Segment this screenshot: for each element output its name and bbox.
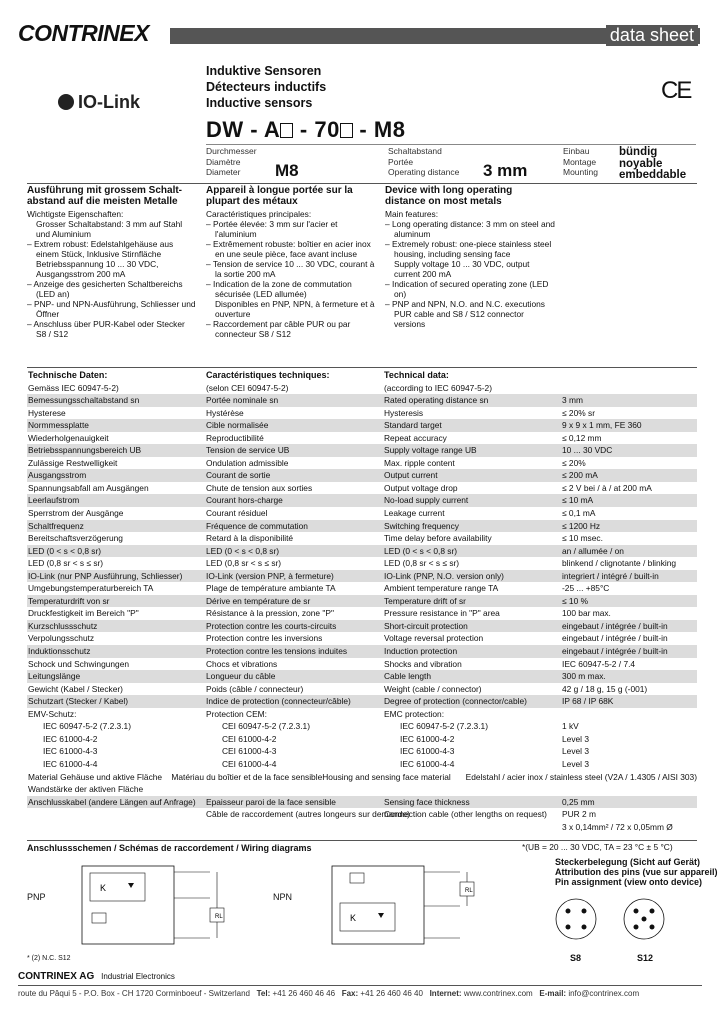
- table-cell: IO-Link (nur PNP Ausführung, Schliesser): [28, 570, 183, 581]
- table-cell: Degree of protection (connector/cable): [384, 696, 527, 707]
- features-intro: Wichtigste Eigenschaften:: [27, 209, 124, 219]
- product-titles: [206, 63, 326, 111]
- s8-connector-icon: [556, 899, 596, 939]
- label: Durchmesser: [206, 146, 257, 156]
- table-cell: integriert / intégré / built-in: [562, 570, 659, 581]
- table-row: [27, 520, 697, 533]
- table-cell: Reproductibilité: [206, 432, 264, 443]
- table-row: [27, 394, 697, 407]
- table-row: [27, 570, 697, 583]
- table-cell: Gemäss IEC 60947-5-2): [28, 382, 119, 393]
- table-cell: Fréquence de commutation: [206, 520, 308, 531]
- footer-divider: [18, 985, 702, 986]
- table-cell: CEI 61000-4-4: [222, 758, 277, 769]
- table-cell: ≤ 10 mA: [562, 495, 594, 506]
- pnp-diagram: [60, 858, 250, 948]
- table-cell: Voltage reversal protection: [384, 633, 484, 644]
- table-cell: Leakage current: [384, 508, 445, 519]
- table-cell: LED (0,8 sr < s ≤ sr): [28, 558, 104, 569]
- table-cell: Indice de protection (connecteur/câble): [206, 696, 351, 707]
- features-intro: Caractéristiques principales:: [206, 209, 312, 219]
- table-cell: IO-Link (version PNP, à fermeture): [206, 570, 334, 581]
- table-row: [27, 771, 697, 784]
- table-row: [27, 758, 697, 771]
- table-row: [27, 708, 697, 721]
- table-cell: Kurzschlussschutz: [28, 620, 98, 631]
- table-cell: IEC 61000-4-2: [400, 733, 455, 744]
- table-cell: IEC 61000-4-4: [43, 758, 98, 769]
- table-cell: LED (0,8 sr < s ≤ sr): [384, 558, 460, 569]
- table-cell: eingebaut / intégrée / built-in: [562, 633, 668, 644]
- table-cell: LED (0 < s < 0,8 sr): [384, 545, 458, 556]
- table-cell: PUR 2 m: [562, 809, 596, 819]
- s8-label: S8: [570, 953, 582, 963]
- table-cell: 42 g / 18 g, 15 g (-001): [562, 683, 648, 694]
- title-en: Inductive sensors: [206, 96, 313, 110]
- features-title: Appareil à longue portée sur la plupart des métaux: [206, 185, 353, 207]
- s12-label: S12: [637, 953, 654, 963]
- table-row: [27, 444, 697, 457]
- table-cell: ≤ 20% sr: [562, 407, 595, 418]
- table-cell: Level 3: [562, 758, 590, 769]
- table-cell: CEI 61000-4-3: [222, 746, 277, 757]
- pnp-label: PNP: [27, 892, 46, 902]
- distance-labels: [388, 146, 459, 178]
- feature-item: PUR cable and S8 / S12 connector versions: [394, 309, 524, 329]
- table-cell: [27, 821, 206, 834]
- table-cell: Housing and sensing face material: [322, 771, 451, 782]
- table-cell: 3 x 0,14mm² / 72 x 0,05mm Ø: [562, 821, 673, 832]
- table-cell: Short-circuit protection: [384, 620, 468, 631]
- table-row: [27, 683, 697, 696]
- svg-text:K: K: [100, 883, 107, 893]
- table-cell: Output voltage drop: [384, 482, 458, 493]
- table-cell: Edelstahl / acier inox / stainless steel (V2A / 1.4305 / AISI 303): [465, 771, 697, 782]
- table-cell: [384, 783, 562, 796]
- table-cell: Max. ripple content: [384, 457, 455, 468]
- feature-item: Grosser Schaltabstand: 3 mm auf Stahl und Aluminium: [36, 219, 183, 239]
- table-cell: Temperature drift of sr: [384, 595, 466, 606]
- table-row: [27, 595, 697, 608]
- divider: [206, 144, 696, 145]
- features-intro: Main features:: [385, 209, 439, 219]
- table-cell: ≤ 20%: [562, 457, 586, 468]
- table-cell: Tension de service UB: [206, 445, 290, 456]
- table-cell: Supply voltage range UB: [384, 445, 477, 456]
- table-row: [27, 457, 697, 470]
- table-row: [27, 670, 697, 683]
- table-cell: LED (0 < s < 0,8 sr): [206, 545, 280, 556]
- ce-mark: CE: [661, 77, 691, 104]
- table-row: [27, 783, 697, 796]
- table-row: [27, 482, 697, 495]
- table-cell: Courant de sortie: [206, 470, 271, 481]
- model-part-a: DW - A: [206, 117, 281, 142]
- table-cell: Chute de tension aux sorties: [206, 482, 313, 493]
- table-cell: Sensing face thickness: [384, 796, 470, 807]
- table-row: [27, 658, 697, 671]
- table-row: [27, 745, 697, 758]
- table-cell: Gewicht (Kabel / Stecker): [28, 683, 123, 694]
- svg-text:K: K: [350, 913, 357, 923]
- features-title: Device with long operating distance on most metals: [385, 185, 513, 207]
- table-cell: EMC protection:: [384, 708, 445, 719]
- table-cell: eingebaut / intégrée / built-in: [562, 620, 668, 631]
- table-cell: Schock und Schwingungen: [28, 658, 130, 669]
- title-fr: Détecteurs inductifs: [206, 80, 327, 94]
- table-cell: [562, 382, 697, 395]
- table-cell: Sperrstrom der Ausgänge: [28, 508, 124, 519]
- table-cell: Cible normalisée: [206, 420, 269, 431]
- table-row: [27, 796, 697, 809]
- table-cell: IEC 60947-5-2 (7.2.3.1): [43, 721, 131, 732]
- table-cell: Protection contre les courts-circuits: [206, 620, 337, 631]
- table-cell: IEC 61000-4-4: [400, 758, 455, 769]
- feature-item: – Extrêmement robuste: boîtier en acier inox en une seule pièce, face avant incluse: [206, 239, 371, 259]
- internet-link[interactable]: www.contrinex.com: [463, 989, 533, 998]
- table-cell: Switching frequency: [384, 520, 459, 531]
- table-cell: Hysterese: [28, 407, 66, 418]
- model-part-c: - M8: [352, 117, 406, 142]
- table-row: [27, 507, 697, 520]
- company-logo: [18, 20, 149, 46]
- table-cell: Longueur du câble: [206, 671, 276, 682]
- mount-values: [619, 147, 686, 182]
- table-cell: Rated operating distance sn: [384, 395, 489, 406]
- table-cell: Temperaturdrift von sr: [28, 595, 110, 606]
- label: Mounting: [563, 167, 598, 177]
- features-fr: [206, 185, 376, 339]
- table-cell: Verpolungsschutz: [28, 633, 95, 644]
- feature-item: – Tension de service 10 ... 30 VDC, courant à la sortie 200 mA: [206, 259, 375, 279]
- table-cell: Umgebungstemperaturbereich TA: [28, 583, 154, 594]
- table-cell: IEC 60947-5-2 / 7.4: [562, 658, 636, 669]
- internet-label: Internet:: [429, 989, 462, 998]
- table-row: [27, 695, 697, 708]
- table-cell: Anschlusskabel (andere Längen auf Anfrage): [28, 796, 196, 807]
- company-division: Industrial Electronics: [101, 972, 175, 981]
- table-cell: Courant résiduel: [206, 508, 268, 519]
- model-number: [206, 117, 405, 142]
- table-cell: Material Gehäuse und aktive Fläche: [28, 771, 163, 782]
- table-cell: 3 mm: [562, 395, 583, 406]
- wiring-title: Anschlussschemen / Schémas de raccordement / Wiring diagrams: [27, 843, 312, 853]
- feature-item: Supply voltage 10 ... 30 VDC, output current 200 mA: [394, 259, 530, 279]
- table-row: [27, 545, 697, 558]
- table-cell: Bereitschaftsverzögerung: [28, 533, 123, 544]
- svg-text:RL: RL: [465, 888, 473, 894]
- table-cell: (selon CEI 60947-5-2): [206, 382, 289, 393]
- npn-label: NPN: [273, 892, 293, 902]
- table-cell: 1 kV: [562, 721, 579, 732]
- feature-item: – Anschluss über PUR-Kabel oder Stecker S8 / S12: [27, 319, 185, 339]
- table-cell: IP 68 / IP 68K: [562, 696, 614, 707]
- table-row: [27, 532, 697, 545]
- table-cell: ≤ 1200 Hz: [562, 520, 601, 531]
- table-cell: ≤ 0,12 mm: [562, 432, 602, 443]
- table-cell: CEI 60947-5-2 (7.2.3.1): [222, 721, 310, 732]
- table-cell: IEC 61000-4-2: [43, 733, 98, 744]
- fax-label: Fax:: [341, 989, 359, 998]
- table-cell: 100 bar max.: [562, 608, 611, 619]
- table-cell: Ausgangsstrom: [28, 470, 87, 481]
- table-cell: Câble de raccordement (autres longeurs sur demande): [206, 809, 410, 819]
- table-cell: an / allumée / on: [562, 545, 624, 556]
- table-cell: LED (0,8 sr < s ≤ sr): [206, 558, 282, 569]
- label: Montage: [563, 156, 597, 167]
- table-cell: (according to IEC 60947-5-2): [384, 382, 492, 393]
- tel-label: Tel:: [256, 989, 271, 998]
- table-cell: Spannungsabfall am Ausgängen: [28, 482, 149, 493]
- table-cell: Output current: [384, 470, 438, 481]
- table-row: [27, 419, 697, 432]
- features-de: [27, 185, 197, 339]
- feature-item: – Indication of secured operating zone (LED on): [385, 279, 549, 299]
- table-cell: IEC 61000-4-3: [400, 746, 455, 757]
- table-cell: [27, 808, 206, 821]
- value: noyable: [619, 157, 663, 170]
- tech-table: [27, 369, 697, 833]
- table-cell: Portée nominale sn: [206, 395, 279, 406]
- model-part-b: - 70: [293, 117, 340, 142]
- table-cell: Connection cable (other lengths on request): [384, 809, 547, 819]
- wiring-note: *(UB = 20 ... 30 VDC, TA = 23 °C ± 5 °C): [522, 842, 673, 852]
- table-row: [27, 632, 697, 645]
- table-cell: [206, 821, 384, 834]
- logo-text: CONTRINEX: [18, 20, 149, 46]
- features-title: Ausführung mit grossem Schalt-abstand auf die meisten Metalle: [27, 185, 183, 207]
- table-cell: Induction protection: [384, 646, 458, 657]
- pin-title-en: Pin assignment (view onto device): [555, 877, 703, 887]
- header-value: [562, 369, 697, 382]
- table-row: [27, 382, 697, 395]
- fax: +41 26 460 46 40: [360, 989, 423, 998]
- header-en: Technical data:: [384, 370, 449, 380]
- tech-rows-material: [27, 771, 697, 834]
- table-cell: Dérive en température de sr: [206, 595, 311, 606]
- table-cell: Bemessungsschaltabstand sn: [28, 395, 140, 406]
- table-cell: [562, 783, 697, 796]
- doc-type: data sheet: [606, 25, 698, 46]
- header-de: Technische Daten:: [28, 370, 108, 380]
- table-row: [27, 407, 697, 420]
- title-de: Induktive Sensoren: [206, 64, 322, 78]
- table-row: [27, 733, 697, 746]
- table-cell: Pressure resistance in "P" area: [384, 608, 500, 619]
- pin-title-fr: Attribution des pins (vue sur appareil): [555, 867, 718, 877]
- connector-pins: [548, 893, 698, 951]
- table-cell: ≤ 0,1 mA: [562, 508, 596, 519]
- table-cell: Time delay before availability: [384, 533, 492, 544]
- footer-company: [18, 971, 175, 983]
- table-row: [27, 494, 697, 507]
- table-cell: ≤ 10 %: [562, 595, 589, 606]
- table-cell: Epaisseur paroi de la face sensible: [206, 796, 336, 807]
- feature-item: Betriebsspannung 10 ... 30 VDC, Ausgangsstrom 200 mA: [36, 259, 159, 279]
- iolink-icon: [58, 94, 74, 110]
- value: bündig: [619, 146, 658, 158]
- table-row: [27, 432, 697, 445]
- table-cell: Retard à la disponibilité: [206, 533, 294, 544]
- footer-contact: [18, 989, 639, 998]
- table-cell: 10 ... 30 VDC: [562, 445, 613, 456]
- label: Diamètre: [206, 156, 241, 167]
- table-cell: 300 m max.: [562, 671, 606, 682]
- table-cell: Induktionsschutz: [28, 646, 91, 657]
- table-cell: Chocs et vibrations: [206, 658, 278, 669]
- table-cell: Shocks and vibration: [384, 658, 462, 669]
- table-cell: Ondulation admissible: [206, 457, 289, 468]
- feature-item: – Extrem robust: Edelstahlgehäuse aus einem Stück, Inklusive Stirnfläche: [27, 239, 174, 259]
- email-link[interactable]: info@contrinex.com: [568, 989, 640, 998]
- label: Einbau: [563, 146, 590, 156]
- table-row: [27, 607, 697, 620]
- table-row: [27, 808, 697, 821]
- table-cell: CEI 61000-4-2: [222, 733, 277, 744]
- placeholder-box-icon: [340, 123, 353, 138]
- mount-labels: [563, 146, 598, 178]
- placeholder-box-icon: [280, 123, 293, 138]
- feature-item: – Indication de la zone de commutation sécurisée (LED allumée): [206, 279, 352, 299]
- tel: +41 26 460 46 46: [272, 989, 336, 998]
- table-row: [27, 557, 697, 570]
- table-cell: LED (0 < s < 0,8 sr): [28, 545, 102, 556]
- feature-item: – PNP- und NPN-Ausführung, Schliesser und Öffner: [27, 299, 196, 319]
- feature-item: – Long operating distance: 3 mm on steel and aluminum: [385, 219, 555, 239]
- table-cell: Druckfestigkeit im Bereich "P": [28, 608, 139, 619]
- svg-text:RL: RL: [215, 914, 223, 920]
- table-cell: Weight (cable / connector): [384, 683, 482, 694]
- pin-assignment-title: [555, 857, 718, 887]
- divider: [27, 840, 697, 841]
- tech-header: [27, 369, 697, 382]
- divider: [27, 183, 697, 184]
- table-cell: ≤ 10 msec.: [562, 533, 603, 544]
- feature-item: – PNP and NPN, N.O. and N.C. executions: [385, 299, 545, 309]
- features-en: [385, 185, 555, 329]
- iolink-logo: [58, 92, 140, 113]
- address: route du Pâqui 5 - P.O. Box - CH 1720 Corminboeuf - Switzerland: [18, 989, 250, 998]
- table-cell: Schaltfrequenz: [28, 520, 84, 531]
- table-row: [27, 582, 697, 595]
- header-fr: Caractéristiques techniques:: [206, 370, 330, 380]
- table-cell: Protection CEM:: [206, 708, 267, 719]
- table-cell: eingebaut / intégrée / built-in: [562, 646, 668, 657]
- table-cell: Matériau du boîtier et de la face sensible: [171, 771, 323, 782]
- label: Portée: [388, 156, 414, 167]
- feature-item: Disponibles en PNP, NPN, à fermeture et à ouverture: [215, 299, 375, 319]
- table-cell: ≤ 200 mA: [562, 470, 598, 481]
- table-cell: Standard target: [384, 420, 442, 431]
- iolink-text: IO-Link: [78, 92, 140, 112]
- value: embeddable: [619, 169, 687, 181]
- table-cell: Poids (câble / connecteur): [206, 683, 304, 694]
- diameter-value: M8: [275, 161, 299, 180]
- table-cell: IEC 61000-4-3: [43, 746, 98, 757]
- table-cell: Normmessplatte: [28, 420, 89, 431]
- table-cell: Wandstärke der aktiven Fläche: [28, 784, 144, 794]
- table-cell: Protection contre les tensions induites: [206, 646, 348, 657]
- table-cell: Level 3: [562, 733, 590, 744]
- table-cell: Cable length: [384, 671, 432, 682]
- table-cell: Wiederholgenauigkeit: [28, 432, 109, 443]
- pin-title-de: Steckerbelegung (Sicht auf Gerät): [555, 857, 701, 867]
- tech-rows: [27, 382, 697, 771]
- npn-diagram: [310, 858, 510, 948]
- nc-note: * (2) N.C. S12: [27, 955, 71, 962]
- table-cell: Résistance à la pression, zone "P": [206, 608, 334, 619]
- table-row: [27, 620, 697, 633]
- table-cell: ≤ 2 V bei / à / at 200 mA: [562, 482, 652, 493]
- label: Operating distance: [388, 167, 460, 177]
- table-cell: Schutzart (Stecker / Kabel): [28, 696, 129, 707]
- feature-item: – Extremely robust: one-piece stainless steel housing, including sensing face: [385, 239, 552, 259]
- table-cell: IO-Link (PNP, N.O. version only): [384, 570, 504, 581]
- table-row: [27, 821, 697, 834]
- feature-item: – Anzeige des gesicherten Schaltbereichs (LED an): [27, 279, 183, 299]
- table-cell: Betriebsspannungsbereich UB: [28, 445, 142, 456]
- table-cell: Leitungslänge: [28, 671, 81, 682]
- table-cell: [562, 708, 697, 721]
- table-cell: Ambient temperature range TA: [384, 583, 499, 594]
- table-row: [27, 720, 697, 733]
- table-cell: Level 3: [562, 746, 590, 757]
- table-cell: 0,25 mm: [562, 796, 595, 807]
- table-cell: Courant hors-charge: [206, 495, 283, 506]
- table-cell: blinkend / clignotante / blinking: [562, 558, 677, 569]
- table-cell: Protection contre les inversions: [206, 633, 323, 644]
- divider: [27, 367, 697, 368]
- table-cell: -25 ... +85°C: [562, 583, 610, 594]
- table-cell: Hysteresis: [384, 407, 424, 418]
- table-cell: Zulässige Restwelligkeit: [28, 457, 118, 468]
- label: Schaltabstand: [388, 146, 442, 156]
- label: Diameter: [206, 167, 241, 177]
- table-row: [27, 469, 697, 482]
- feature-item: – Raccordement par câble PUR ou par connecteur S8 / S12: [206, 319, 351, 339]
- table-cell: Hystérèse: [206, 407, 244, 418]
- email-label: E-mail:: [539, 989, 567, 998]
- table-cell: [384, 821, 562, 834]
- table-cell: Leerlaufstrom: [28, 495, 80, 506]
- table-cell: EMV-Schutz:: [28, 708, 77, 719]
- table-cell: IEC 60947-5-2 (7.2.3.1): [400, 721, 488, 732]
- feature-item: – Portée élevée: 3 mm sur l'acier et l'aluminium: [206, 219, 338, 239]
- distance-value: 3 mm: [483, 161, 528, 180]
- table-cell: Repeat accuracy: [384, 432, 447, 443]
- table-cell: Plage de température ambiante TA: [206, 583, 336, 594]
- table-cell: No-load supply current: [384, 495, 469, 506]
- diameter-labels: [206, 146, 257, 178]
- table-row: [27, 645, 697, 658]
- table-cell: 9 x 9 x 1 mm, FE 360: [562, 420, 642, 431]
- table-cell: [206, 783, 384, 796]
- company-name: CONTRINEX AG: [18, 971, 95, 982]
